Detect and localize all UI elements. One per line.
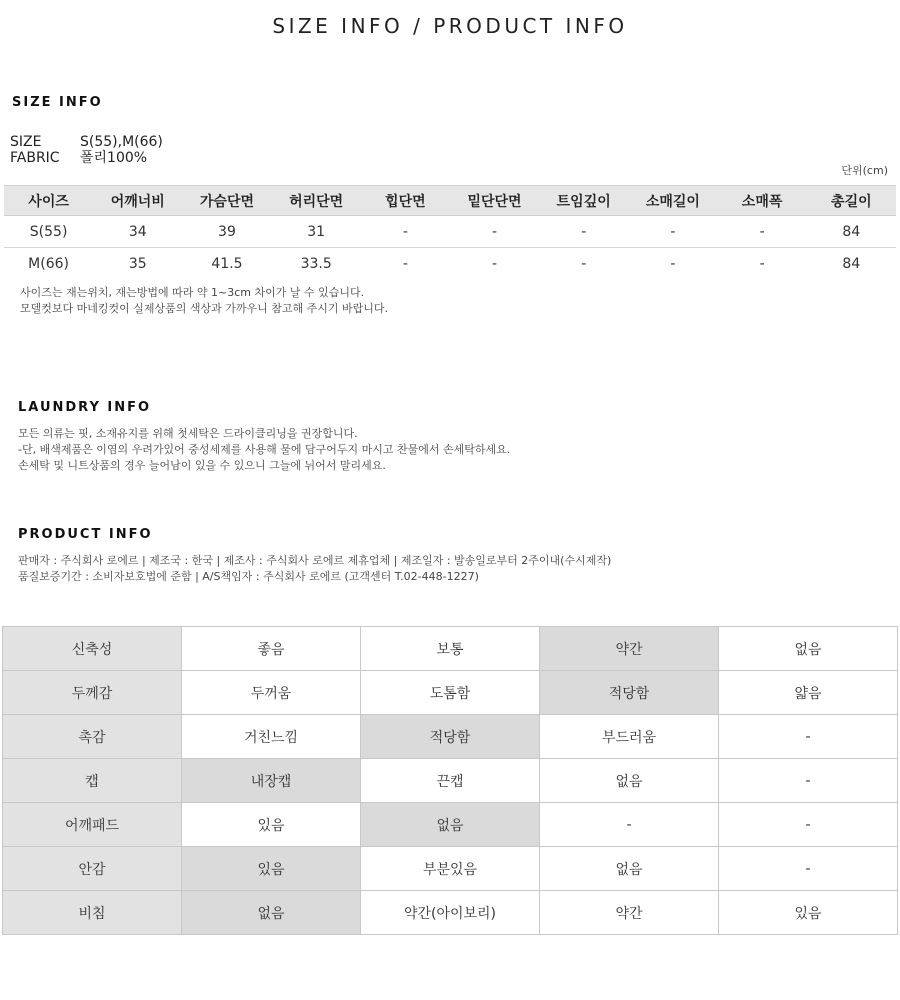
size-table-header: 트임깊이 [539,186,628,216]
attribute-option: 없음 [540,847,719,891]
attribute-option: 도톰함 [361,671,540,715]
attribute-option: - [719,715,898,759]
size-table-header: 총길이 [807,186,896,216]
attribute-option: 약간 [540,627,719,671]
product-note-line: 판매자 : 주식회사 로에르 | 제조국 : 한국 | 제조사 : 주식회사 로에르 제휴업체 | 제조일자 : 발송일로부터 2주이내(수시제작) [18,554,612,567]
size-table-header: 사이즈 [4,186,93,216]
attribute-option: 적당함 [540,671,719,715]
spec-block [10,134,163,166]
table-cell: - [628,216,717,248]
unit-note: 단위(cm) [841,164,888,177]
fabric-spec-row [10,150,163,166]
size-table-header: 소매폭 [718,186,807,216]
table-cell: 31 [272,216,361,248]
size-table [4,185,896,280]
attribute-option: 없음 [540,759,719,803]
table-cell: - [759,255,765,272]
table-cell: 84 [842,255,861,272]
attribute-option: 내장캡 [182,759,361,803]
attribute-row [3,847,898,891]
attribute-row [3,891,898,935]
size-value: S(55),M(66) [80,134,163,150]
attribute-label: 신축성 [3,627,182,671]
size-info-heading: SIZE INFO [12,95,103,110]
product-notes [18,553,611,585]
table-cell: S(55) [4,216,93,248]
fabric-label: FABRIC [10,150,60,166]
attribute-option: 있음 [182,847,361,891]
table-cell: 84 [807,216,896,248]
size-note-line: 사이즈는 재는위치, 재는방법에 따라 약 1~3cm 차이가 날 수 있습니다. [20,286,365,299]
attribute-option: 보통 [361,627,540,671]
table-cell: - [402,255,408,272]
table-cell: - [670,255,676,272]
attribute-option: 있음 [182,803,361,847]
attribute-option: 약간 [540,891,719,935]
attribute-option: 적당함 [361,715,540,759]
attribute-option: 두꺼움 [182,671,361,715]
size-note-line: 모델컷보다 마네킹컷이 실제상품의 색상과 가까우니 참고해 주시기 바랍니다. [20,302,389,315]
table-cell: 41.5 [211,255,243,272]
fabric-value: 폴리100% [80,150,148,166]
laundry-note-line: -단, 배색제품은 이염의 우려가있어 중성세제를 사용해 물에 담구어두지 마시고 찬물에서 손세탁하세요. [18,443,511,456]
size-table-header: 가슴단면 [182,186,271,216]
attribute-option: 얇음 [719,671,898,715]
attribute-row [3,759,898,803]
attribute-row [3,627,898,671]
table-cell: - [361,216,450,248]
attribute-label: 두께감 [3,671,182,715]
attribute-option: 없음 [182,891,361,935]
size-table-header: 힙단면 [361,186,450,216]
table-cell: - [718,216,807,248]
table-row [4,248,896,280]
attribute-label: 어깨패드 [3,803,182,847]
attribute-option: - [719,847,898,891]
size-table-header: 밑단단면 [450,186,539,216]
table-cell: M(66) [28,255,69,272]
table-cell: - [539,216,628,248]
size-notes [20,285,388,317]
product-note-line: 품질보증기간 : 소비자보호법에 준함 | A/S책임자 : 주식회사 로에르 (고객센터 T.02-448-1227) [18,570,479,583]
attribute-option: 있음 [719,891,898,935]
table-cell: 34 [93,216,182,248]
size-table-header: 어깨너비 [93,186,182,216]
page-title: SIZE INFO / PRODUCT INFO [272,14,628,38]
attribute-option: 없음 [719,627,898,671]
attribute-row [3,803,898,847]
attribute-label: 캡 [3,759,182,803]
attribute-table [2,626,898,935]
table-cell: - [450,216,539,248]
table-row [4,216,896,248]
size-table-header: 허리단면 [272,186,361,216]
attribute-option: 부분있음 [361,847,540,891]
table-cell: - [492,255,498,272]
attribute-option: 없음 [361,803,540,847]
attribute-row [3,715,898,759]
laundry-notes [18,426,510,474]
attribute-option: - [719,759,898,803]
table-cell: 39 [182,216,271,248]
attribute-label: 촉감 [3,715,182,759]
laundry-note-line: 모든 의류는 핏, 소재유지를 위해 첫세탁은 드라이클리닝을 권장합니다. [18,427,358,440]
table-cell: - [581,255,587,272]
size-label: SIZE [10,134,42,150]
laundry-note-line: 손세탁 및 니트상품의 경우 늘어남이 있을 수 있으니 그늘에 뉘어서 말리세요. [18,459,386,472]
attribute-row [3,671,898,715]
size-spec-row [10,134,163,150]
attribute-label: 안감 [3,847,182,891]
table-cell: 33.5 [300,255,332,272]
size-table-header-row [4,186,896,216]
attribute-label: 비침 [3,891,182,935]
attribute-option: 좋음 [182,627,361,671]
attribute-option: - [719,803,898,847]
table-cell: 35 [128,255,147,272]
product-info-heading: PRODUCT INFO [18,527,153,542]
attribute-option: - [540,803,719,847]
attribute-option: 끈캡 [361,759,540,803]
attribute-option: 거친느낌 [182,715,361,759]
laundry-info-heading: LAUNDRY INFO [18,400,152,415]
size-table-header: 소매길이 [628,186,717,216]
attribute-option: 부드러움 [540,715,719,759]
attribute-option: 약간(아이보리) [361,891,540,935]
